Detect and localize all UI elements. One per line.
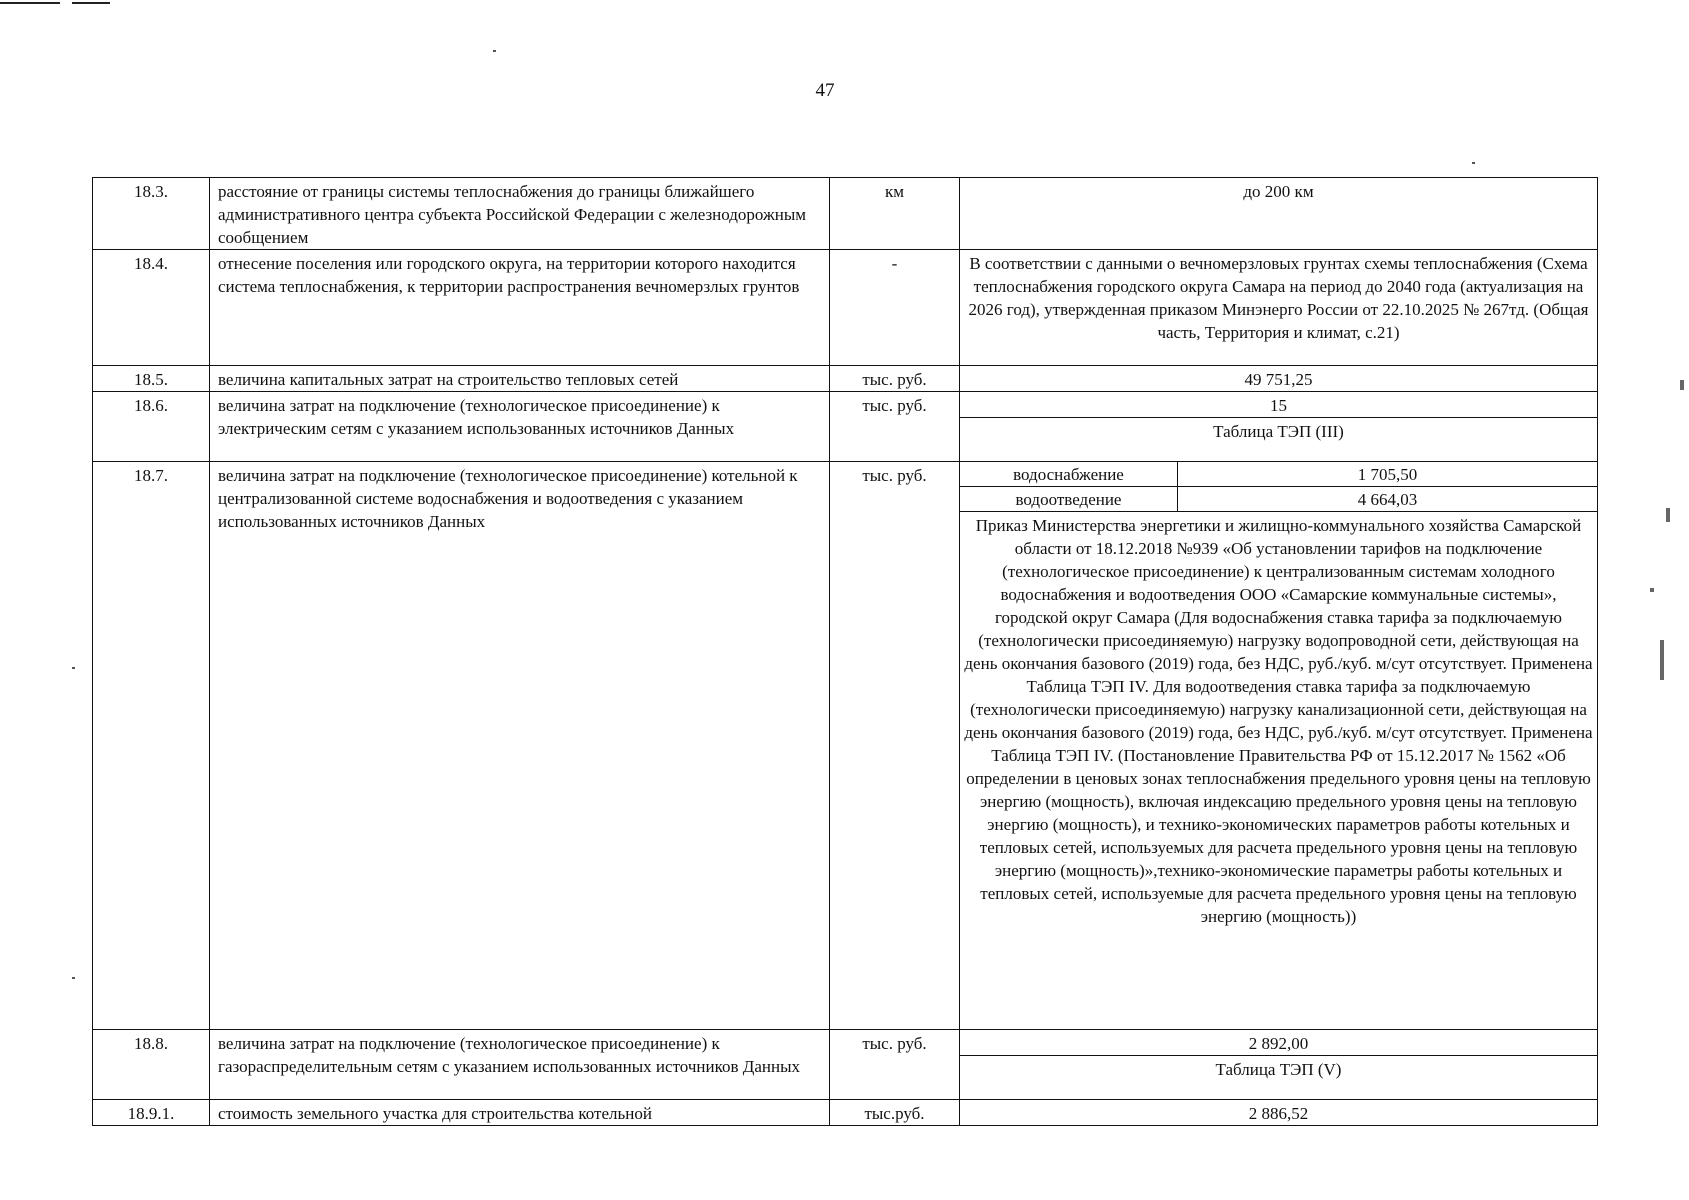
row-value-cell [960, 392, 1598, 462]
subtable-row [960, 462, 1597, 487]
scan-artifact-line [0, 2, 60, 4]
row-value: 49 751,25 [1244, 370, 1313, 389]
margin-mark [1650, 588, 1654, 592]
row-description: величина затрат на подключение (технологическое присоединение) к газораспределительным сетям с указанием использованных источников Данных [210, 1030, 830, 1100]
row-value-cell [960, 250, 1598, 366]
table-row [93, 392, 1598, 462]
row-value: до 200 км [1243, 182, 1314, 201]
row-value-cell [960, 462, 1598, 1030]
row-unit: тыс.руб. [830, 1100, 960, 1126]
row-value-cell [960, 1030, 1598, 1100]
row-number: 18.3. [93, 178, 210, 250]
table-row [93, 1030, 1598, 1100]
scan-speck [1472, 162, 1475, 164]
water-supply-label: водоснабжение [960, 462, 1178, 487]
margin-mark [1666, 508, 1670, 522]
row-source: Приказ Министерства энергетики и жилищно-коммунального хозяйства Самарской области от 18.12.2018 №939 «Об установлении тарифов на подключение (технологическое присоединение) к централизованным системам холодного водоснабжения и водоотведения ООО «Самарские коммунальные системы», городской округ Самара (Для водоснабжения ставка тарифа за подключаемую (технологически присоединяемую) нагрузку водопроводной сети, действующая на день окончания базового (2019) года, без НДС, руб./куб. м/сут отсутствует. Применена Таблица ТЭП IV. Для водоотведения ставка тарифа за подключаемую (технологически присоединяемую) нагрузку канализационной сети, действующая на день окончания базового (2019) года, без НДС, руб./куб. м/сут отсутствует. Применена Таблица ТЭП IV. (Постановление Правительства РФ от 15.12.2017 № 1562 «Об определении в ценовых зонах теплоснабжения предельного уровня цены на тепловую энергию (мощность), включая индексацию предельного уровня цены на тепловую энергию (мощность), и технико-экономических параметров работы котельных и тепловых сетей, используемых для расчета предельного уровня цены на тепловую энергию (мощность)»,технико-экономические параметры работы котельных и тепловых сетей, используемые для расчета предельного уровня цены на тепловую энергию (мощность)) [964, 516, 1593, 926]
row-value: В соответствии с данными о вечномерзловых грунтах схемы теплоснабжения (Схема теплоснабжения городского округа Самара на период до 2040 года (актуализация на 2026 год), утвержденная приказом Минэнерго России от 22.10.2025 № 267тд. (Общая часть, Территория и климат, с.21) [968, 254, 1589, 342]
table-row [93, 366, 1598, 392]
row-description: величина капитальных затрат на строительство тепловых сетей [210, 366, 830, 392]
row-value: 2 892,00 [1248, 1034, 1309, 1053]
row-number: 18.6. [93, 392, 210, 462]
row-unit: км [830, 178, 960, 250]
margin-mark [1660, 640, 1664, 680]
row-description: расстояние от границы системы теплоснабжения до границы ближайшего административного центра субъекта Российской Федерации с железнодорожным сообщением [210, 178, 830, 250]
table-row [93, 1100, 1598, 1126]
row-description: отнесение поселения или городского округа, на территории которого находится система теплоснабжения, к территории распространения вечномерзлых грунтов [210, 250, 830, 366]
table-row [93, 462, 1598, 1030]
table-row [93, 178, 1598, 250]
water-disposal-value: 4 664,03 [1178, 487, 1598, 512]
row-value-cell [960, 366, 1598, 392]
scan-speck [493, 50, 496, 52]
row-number: 18.8. [93, 1030, 210, 1100]
row-description: величина затрат на подключение (технологическое присоединение) котельной к централизованной системе водоснабжения и водоотведения с указанием использованных источников Данных [210, 462, 830, 1030]
table-row [93, 250, 1598, 366]
row-value-cell [960, 178, 1598, 250]
row-number: 18.5. [93, 366, 210, 392]
row-value-cell [960, 1100, 1598, 1126]
parameters-table [92, 177, 1598, 1126]
row-unit: тыс. руб. [830, 1030, 960, 1100]
row-number: 18.9.1. [93, 1100, 210, 1126]
row-unit: тыс. руб. [830, 392, 960, 462]
row-description: стоимость земельного участка для строительства котельной [210, 1100, 830, 1126]
row-source: Таблица ТЭП (V) [960, 1055, 1597, 1081]
row-number: 18.4. [93, 250, 210, 366]
scan-artifact-line [72, 2, 110, 4]
scan-speck [72, 667, 75, 669]
row-source: Таблица ТЭП (III) [960, 417, 1597, 443]
margin-mark [1680, 380, 1684, 390]
water-cost-subtable [960, 462, 1597, 512]
row-unit: тыс. руб. [830, 462, 960, 1030]
row-description: величина затрат на подключение (технологическое присоединение) к электрическим сетям с указанием использованных источников Данных [210, 392, 830, 462]
subtable-row [960, 487, 1597, 512]
scan-speck [72, 977, 75, 979]
row-value: 15 [1270, 396, 1287, 415]
page-number: 47 [815, 80, 835, 101]
row-number: 18.7. [93, 462, 210, 1030]
row-value: 2 886,52 [1248, 1104, 1309, 1123]
row-unit: тыс. руб. [830, 366, 960, 392]
water-supply-value: 1 705,50 [1178, 462, 1598, 487]
row-unit: - [830, 250, 960, 366]
water-disposal-label: водоотведение [960, 487, 1178, 512]
